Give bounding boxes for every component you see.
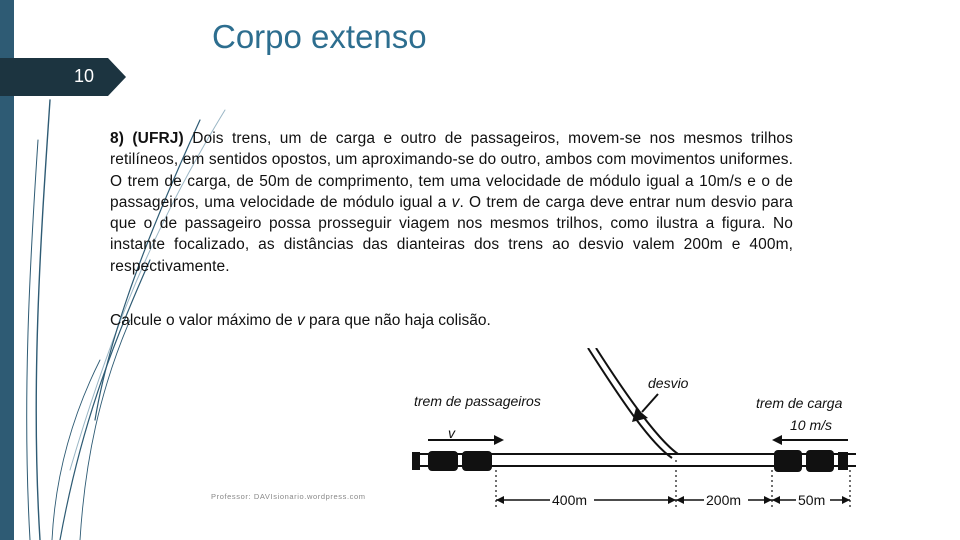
problem-source: 8) (UFRJ) (110, 130, 184, 147)
problem-text-part1: Dois trens, um de carga e outro de passageiros, movem-se nos mesmos trilhos retilíneos, em sentidos opostos, um aproximando-se do outro, ambos com movimentos uniformes. O trem de carga, de 50m de comprimento, tem uma velocidade de módulo igual a 10m/s e o de passageiros, uma velocidade de módulo igual a (110, 130, 793, 211)
page-number-badge (0, 58, 126, 96)
label-cargo-train: trem de carga (756, 395, 843, 411)
label-passenger-train: trem de passageiros (414, 393, 541, 409)
label-cargo-speed: 10 m/s (790, 417, 833, 433)
problem-text-part2: . O trem de carga deve entrar num desvio para que o de passageiro possa prosseguir viagem nos mesmos trilhos, como ilustra a figura. No instante focalizado, as distâncias das dianteiras dos trens ao desvio valem 200m e 400m, respectivamente. (110, 193, 793, 275)
label-velocity-v: v (448, 425, 455, 441)
question-part2: para que não haja colisão. (304, 312, 491, 329)
question-variable-v: v (296, 312, 305, 329)
arrow-v-head (494, 435, 504, 445)
arrow-switch-shaft (642, 394, 658, 412)
slide-title: Corpo extenso (212, 18, 427, 55)
train-diagram (410, 348, 856, 514)
problem-variable-v: v (451, 193, 460, 211)
page-number: 10 (74, 66, 95, 86)
problem-statement (110, 128, 793, 277)
arrow-cargo-head (772, 435, 782, 445)
dist-50: 50m (798, 492, 826, 508)
footer-credit: Professor: DAVIsionario.wordpress.com (211, 492, 366, 501)
dist-200: 200m (706, 492, 742, 508)
switch-track-outer (588, 348, 672, 458)
switch-track-inner (596, 348, 678, 454)
question-text (110, 312, 491, 330)
label-switch: desvio (648, 375, 689, 391)
question-part1: Calcule o valor máximo de (110, 312, 297, 329)
dist-400: 400m (552, 492, 588, 508)
